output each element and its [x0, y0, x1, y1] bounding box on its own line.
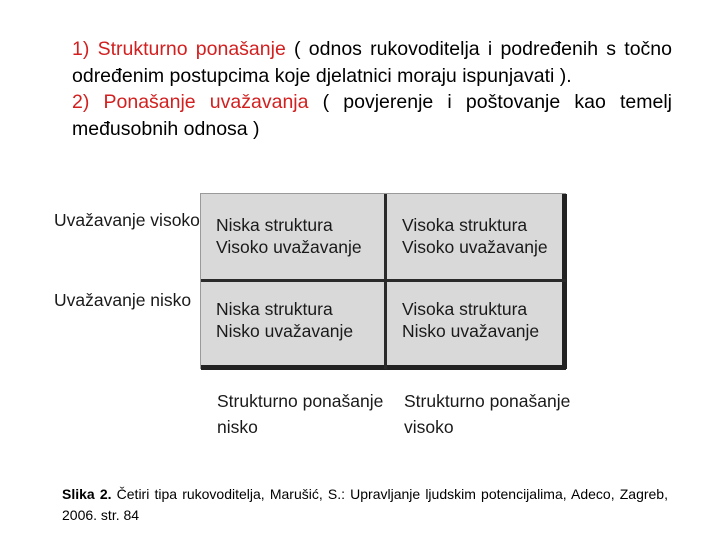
cell-bottom-right-line-1: Visoka struktura: [402, 299, 528, 319]
leadership-grid: [200, 193, 566, 369]
col-label-high-line-1: Strukturno ponašanje: [404, 391, 571, 411]
intro-item-1: [72, 36, 672, 89]
col-label-low: [217, 388, 383, 440]
caption-text: Četiri tipa rukovoditelja, Marušić, S.: Upravljanje ljudskim potencijalima, Adeco, Zagreb, 2006. str. 84: [62, 486, 668, 523]
cell-bottom-left: [216, 298, 353, 342]
caption-prefix: Slika 2.: [62, 486, 112, 502]
col-label-low-line-2: nisko: [217, 417, 258, 437]
cell-top-left: [216, 214, 362, 258]
row-label-low: Uvažavanje nisko: [54, 290, 192, 310]
cell-bottom-right: [402, 298, 539, 342]
cell-top-left-line-2: Visoko uvažavanje: [216, 237, 362, 257]
intro-text: [72, 36, 672, 142]
col-label-low-line-1: Strukturno ponašanje: [217, 391, 384, 411]
cell-top-right-line-2: Visoko uvažavanje: [402, 237, 548, 257]
intro-item-2-text: ( povjerenje i poštovanje kao temelj međusobnih odnosa ): [72, 91, 672, 140]
grid-horizontal-divider: [201, 279, 566, 282]
cell-bottom-right-line-2: Nisko uvažavanje: [402, 321, 540, 341]
cell-top-right-line-1: Visoka struktura: [402, 215, 528, 235]
cell-bottom-left-line-2: Nisko uvažavanje: [216, 321, 354, 341]
row-label-high: Uvažavanje visoko: [54, 210, 200, 230]
cell-bottom-left-line-1: Niska struktura: [216, 299, 333, 319]
intro-item-2-title: 2) Ponašanje uvažavanja: [72, 91, 309, 113]
cell-top-right: [402, 214, 548, 258]
intro-item-1-text: ( odnos rukovoditelja i podređenih s točno određenim postupcima koje djelatnici moraju ispunjavati ).: [72, 38, 672, 87]
intro-item-1-title: 1) Strukturno ponašanje: [72, 38, 286, 60]
col-label-high: [404, 388, 570, 440]
cell-top-left-line-1: Niska struktura: [216, 215, 333, 235]
col-label-high-line-2: visoko: [404, 417, 454, 437]
figure-caption: [62, 484, 668, 526]
intro-item-2: [72, 89, 672, 142]
